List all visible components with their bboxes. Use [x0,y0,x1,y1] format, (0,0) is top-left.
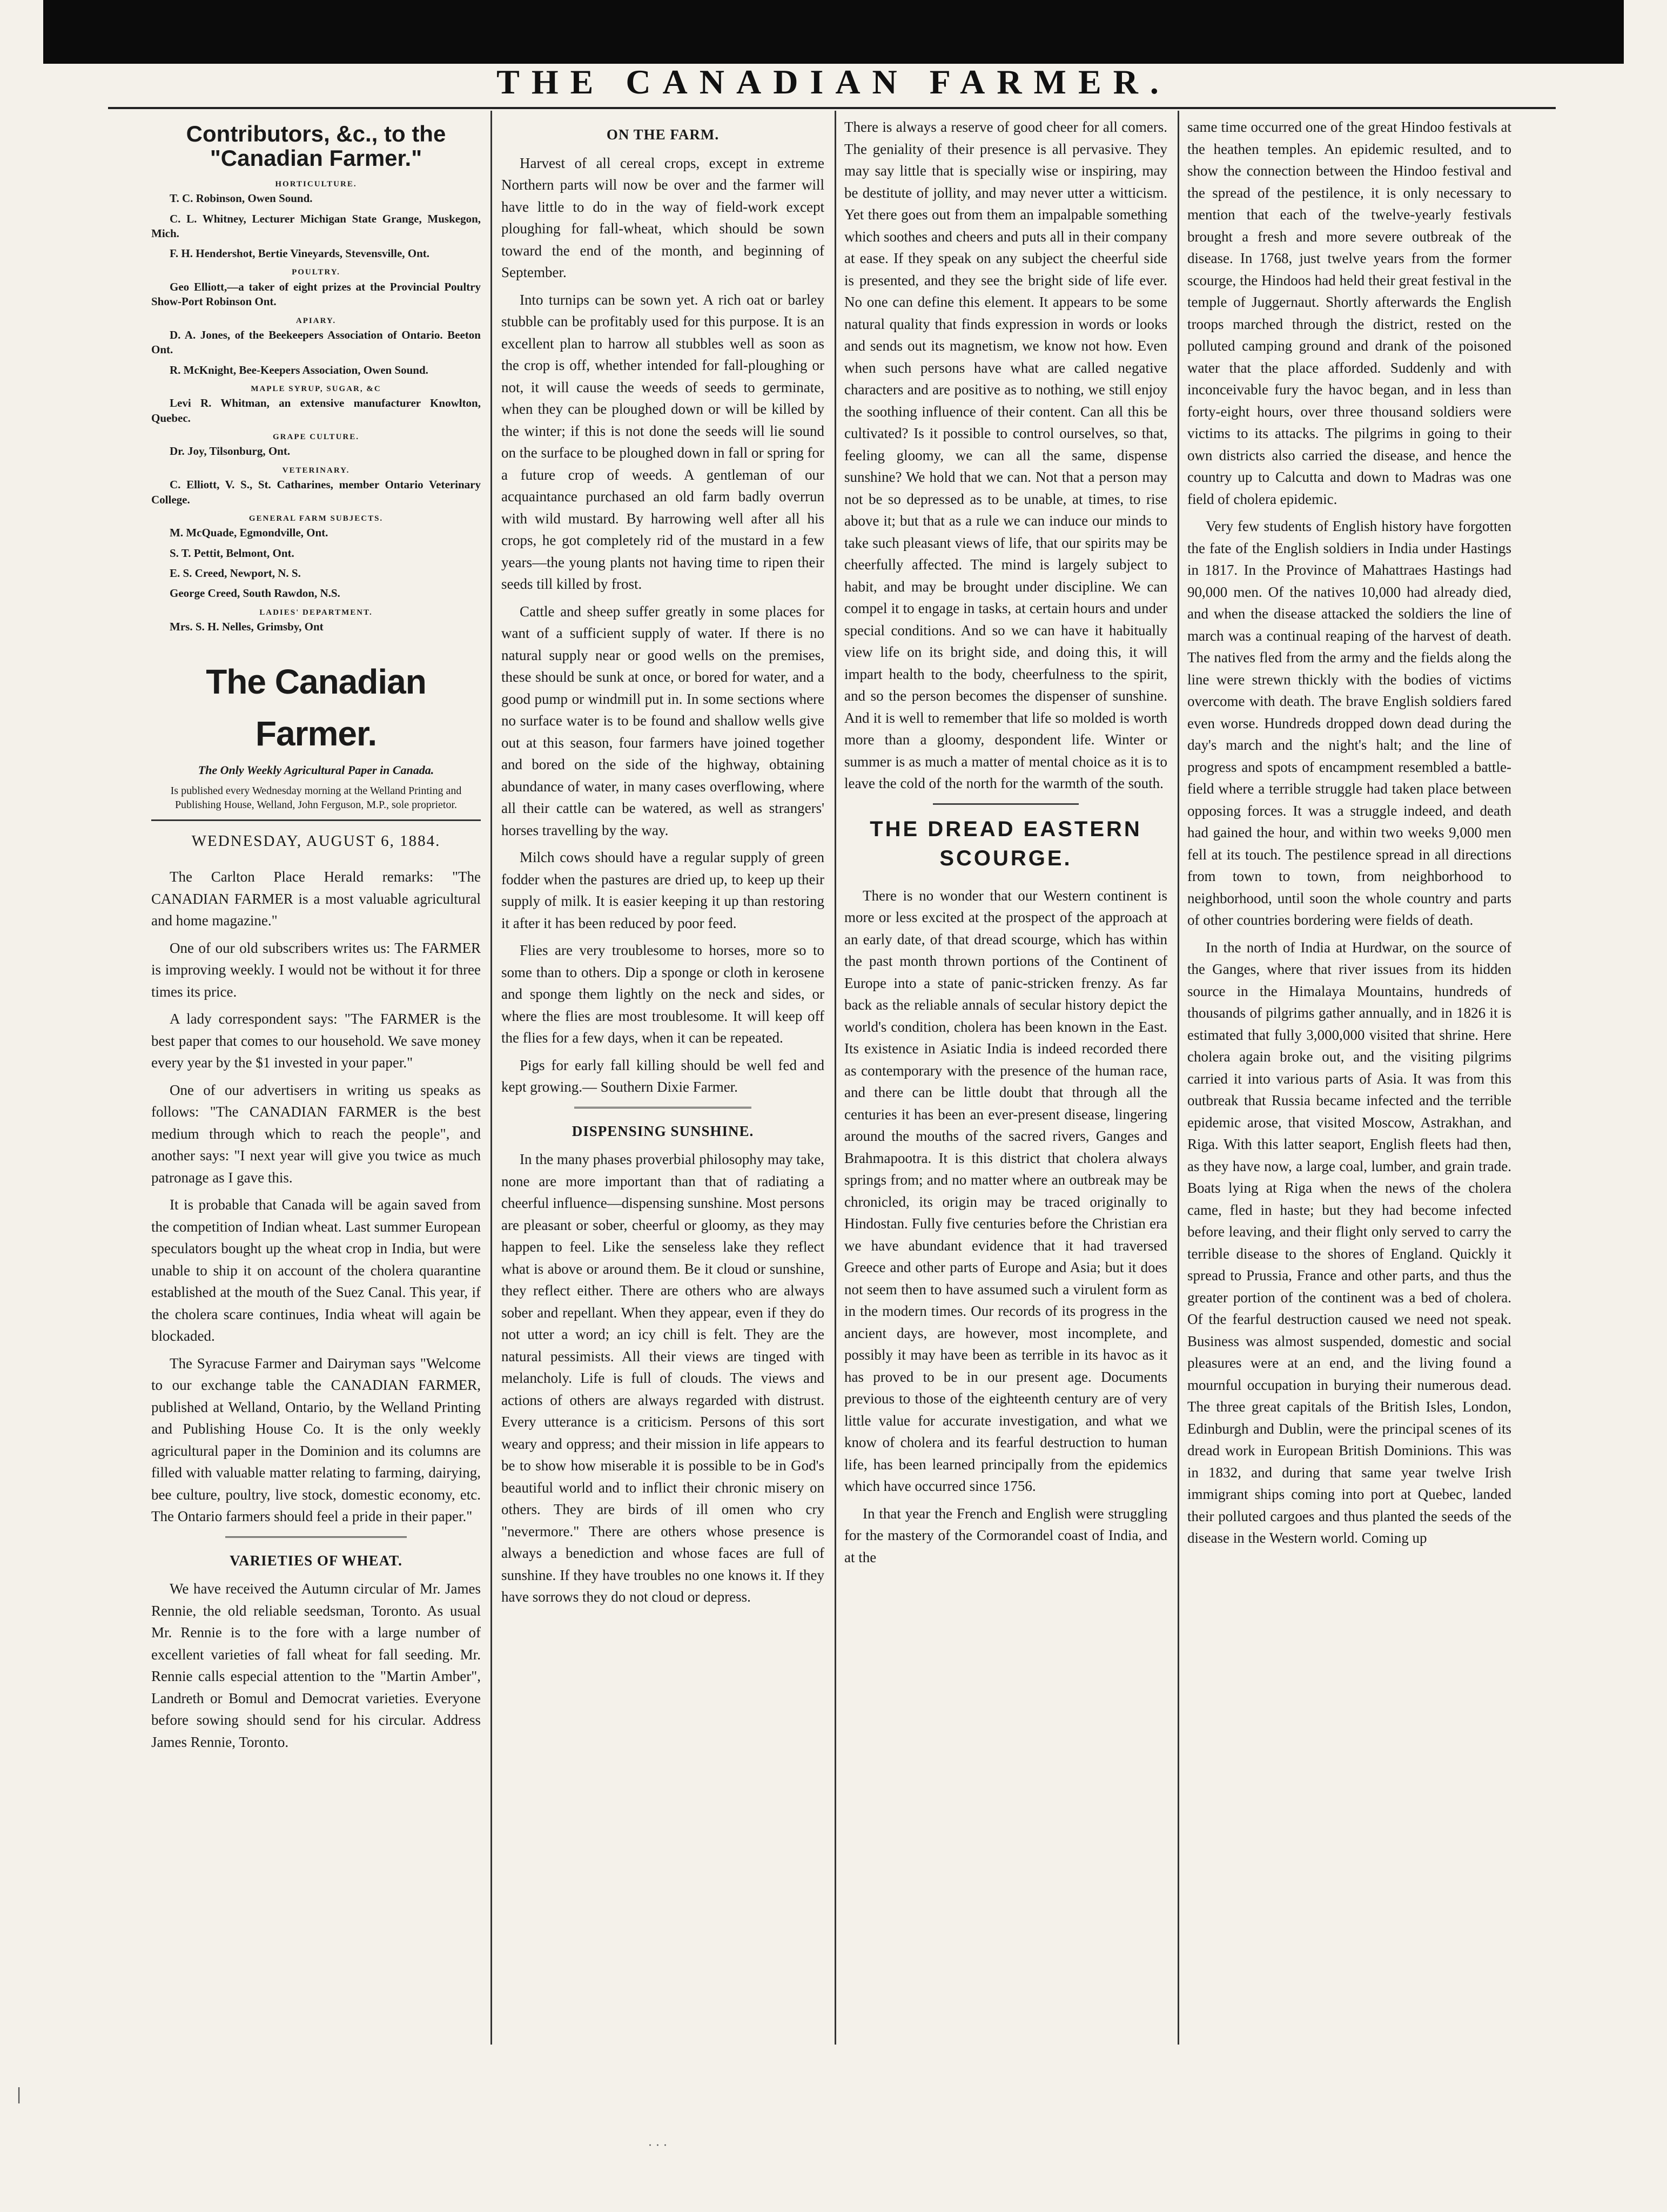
paragraph: We have received the Autumn circular of Mr. James Rennie, the old reliable seedsman, Toronto. As usual Mr. Rennie is to the fore with a large number of excellent varieties of fall wheat for fall seeding. Mr. Rennie calls especial attention to the "Martin Amber", Landreth or Bomul and Democrat varieties. Everyone before sowing should send for his circular. Address James Rennie, Toronto. [151,1581,481,1750]
paragraph: One of our advertisers in writing us speaks as follows: "The CANADIAN FARMER is the best medium through which to reach the people", and another says: "I next year will give you twice as much patronage as I gave this. [151,1081,481,1186]
contributor: D. A. Jones, of the Beekeepers Association of Ontario. Beeton Ont. [151,328,481,357]
section-heading: LADIES' DEPARTMENT. [259,608,373,617]
paper-subtitle: The Only Weekly Agricultural Paper in Canada. [198,763,434,777]
paragraph: The Carlton Place Herald remarks: "The CANADIAN FARMER is a most valuable agricultural and home magazine." [151,869,481,929]
paragraph: One of our old subscribers writes us: The FARMER is improving weekly. I would not be without it for three times its price. [151,939,481,1000]
paragraph: In the many phases proverbial philosophy may take, none are more important than that of radiating a cheerful influence—dispensing sunshine. Most persons are pleasant or sober, cheerful or gloomy, as they may happen to feel. Like the senseless lake they reflect what is above or around them. Be it cloud or sunshine, they reflect either. There are others who are always sober and repellant. When they appear, even if they do not utter a word; an icy chill is felt. They are the natural pessimists. All their views are tinged with melancholy. Life is full of clouds. The views and actions of others are always regarded with distrust. Every utterance is a criticism. Persons of this sort weary and oppress; and their mission in life appears to be to show how miserable it is possible to be in God's beautiful world and to inflict their chronic misery on others. They are birds of ill omen who cry "nevermore." There are others whose presence is always a benediction and whose faces are full of sunshine. If they have troubles no one knows it. If they have sorrows they do not cloud or depress. [501,1151,824,1605]
paragraph: Pigs for early fall killing should be well fed and kept growing.— Southern Dixie Farmer. [501,1057,824,1095]
divider [574,1107,752,1112]
contributors-list [151,178,481,635]
column-4 [1187,116,1511,2028]
article-heading: ON THE FARM. [606,126,720,143]
contributor: C. L. Whitney, Lecturer Michigan State Grange, Muskegon, Mich. [151,212,481,240]
article-heading: DISPENSING SUNSHINE. [572,1122,754,1139]
divider [933,803,1078,805]
paragraph: In that year the French and English were struggling for the mastery of the Cormorandel coast of India, and at the [844,1505,1167,1565]
paragraph: There is always a reserve of good cheer for all comers. The geniality of their presence is all pervasive. They may say little that is specially wise or inspiring, may be destitute of jollity, and may never utter a witticism. Yet there goes out from them an impalpable something which soothes and cheers and puts all in their company at ease. If they speak on any subject the cheerful side is presented, and they see the bright side of life ever. No one can define this element. It appears to be some natural quality that finds expression in words or looks and sends out its magnetism, we know not how. Even when such persons have what are called negative characters and are positive as to nothing, we still enjoy the soothing influence of their content. Can all this be cultivated? Is it possible to control ourselves, so that, feeling gloomy, we can all the same, dispense sunshine? We hold that we can. Not that a person may not be so depressed as to be unable, at times, to rise above it; but that as a rule we can induce our minds to take such pleasant views of life, that our spirits may be cheerfully affected. The mind is largely subject to habit, and may be brought under discipline. We can compel it to engage in tasks, at certain hours and under special conditions. And so we can have it habitually view life on its bright side, and doing this, it will impart health to the body, cheerfulness to the spirit, and so the person becomes the dispenser of sunshine. And it is well to remember that life so molded is worth more than a gloomy, despondent life. Winter or summer is as much a matter of mental choice as it is to leave the cold of the north for the warmth of the south. [844,119,1167,791]
contributor: M. McQuade, Egmondville, Ont. [170,526,328,540]
paper-title: The Canadian Farmer. [206,662,426,754]
paragraph: Flies are very troublesome to horses, more so to some than to others. Dip a sponge or cloth in kerosene and sponge them lightly on the neck and sides, or where the flies are most troublesome. It will keep off the flies for a few days, when it can be repeated. [501,942,824,1046]
column-divider [1178,111,1179,2045]
section-heading: VETERINARY. [282,466,350,475]
paragraph: In the north of India at Hurdwar, on the source of the Ganges, where that river issues from its hidden source in the Himalaya Mountains, hundreds of thousands of pilgrims gather annually, and in 1826 it is estimated that fully 3,000,000 visited that shrine. Here cholera again broke out, and the visiting pilgrims carried it into various parts of Asia. It was from this outbreak that Russia became infected and the terrible epidemic arose, that visited Moscow, Astrakhan, and Riga. With this latter seaport, English fleets had then, as they have now, a large coal, lumber, and grain trade. Boats lying at Riga when the news of the cholera came, fled in haste; but they had become infected before leaving, and their flight only served to carry the terrible disease to the shores of England. Quickly it spread to Prussia, France and other parts, and thus the greater portion of the continent was a bed of cholera. Of the fearful destruction caused we need not speak. Business was almost suspended, domestic and social pleasures were at an end, and the living found a mournful occupation in burying their numerous dead. The three great capitals of the British Isles, London, Edinburgh and Dublin, were the principal scenes of its dread work in European British Dominions. This was in 1832, and during that same year twelve Irish immigrant ships coming into port at Quebec, landed their polluted cargoes and thus planted the seeds of the disease in the Western world. Coming up [1187,939,1511,1546]
top-black-bar [43,0,1624,64]
paragraph: It is probable that Canada will be again saved from the competition of Indian wheat. Last summer European speculators bought up the wheat crop in India, but were unable to ship it on account of the cholera quarantine established at the mouth of the Suez Canal. This year, if the cholera scare continues, India wheat will again be blockaded. [151,1196,481,1344]
contributor: C. Elliott, V. S., St. Catharines, member Ontario Veterinary College. [151,478,481,506]
section-heading: MAPLE SYRUP, SUGAR, &C [251,384,381,393]
column-1 [151,116,481,2028]
paragraph: Milch cows should have a regular supply of green fodder when the pastures are dried up, to keep up their supply of milk. It is easier keeping it up than restoring it after it has been reduced by poor feed. [501,849,824,931]
masthead-rule [108,107,1556,109]
dateline: WEDNESDAY, AUGUST 6, 1884. [191,832,441,850]
paragraph: There is no wonder that our Western continent is more or less excited at the prospect of the approach at an early date, of that dread scourge, which has within the past month thrown portions of the Continent of Europe into a state of panic-stricken frenzy. As far back as the reliable annals of secular history depict the world's condition, cholera has been known in the East. Its existence in Asiatic India is indeed recorded there as contemporary with the presence of the human race, and there can be little doubt that through all the centuries it has been an ever-present disease, lingering around the mouths of the sacred rivers, Ganges and Brahmapootra. It is this district that cholera always springs from; and no matter where an outbreak may be chronicled, its origin may be traced originally to Hindostan. Fully five centuries before the Christian era we have abundant evidence that it had traversed Greece and other parts of Europe and Asia; but it does not seem then to have assumed such a virulent form as in the modern times. Our records of its progress in the ancient days, are however, most incomplete, and possibly it may have been as terrible in its havoc as it has proved to be in our present age. Documents previous to those of the eighteenth century are of very little value for accurate investigation, and what we know of cholera and its fearful destruction to human life, has been learned principally from the epidemics which have occurred since 1756. [844,887,1167,1494]
paragraph: same time occurred one of the great Hindoo festivals at the heathen temples. An epidemic resulted, and to show the connection between the Hindoo festival and the spread of the pestilence, it is only necessary to mention that each of the twelve-yearly festivals brought a fresh and more severe outbreak of the disease. In 1768, just twelve years from the former scourge, the Hindoos had held their great festival in the temple of Juggernaut. Shortly afterwards the English troops marched through the district, rested on the polluted camping ground and drank of the poisoned water that the place afforded. Suddenly and with inconceivable fury the havoc began, and in less than forty-eight hours, over three thousand soldiers were victims to its attacks. The pilgrims in going to their own districts also carried the disease, and hence the country up to Calcutta and down to Madras was one field of cholera epidemic. [1187,119,1511,507]
section-heading: GENERAL FARM SUBJECTS. [248,514,384,523]
article-heading: THE DREAD EASTERN SCOURGE. [870,817,1142,870]
divider [225,1536,407,1541]
contributor: Geo Elliott,—a taker of eight prizes at the Provincial Poultry Show-Port Robinson Ont. [151,280,481,308]
column-2 [501,116,824,2028]
publisher-note: Is published every Wednesday morning at the Welland Printing and Publishing House, Welland, John Ferguson, M.P., sole proprietor. [170,784,462,811]
contributor: R. McKnight, Bee-Keepers Association, Owen Sound. [170,363,428,376]
paragraph: Into turnips can be sown yet. A rich oat or barley stubble can be profitably used for this purpose. It is an excellent plan to harrow all stubbles well as soon as the crop is off, whether intended for fall-ploughing or not, it will cause the weeds of seeds to germinate, when they can be ploughed down or will be killed by the winter; if this is not done the seeds will lie sound on the surface to be ploughed down in fall or spring for a future crop of weeds. A gentleman of our acquaintance purchased an old farm badly overrun with wild mustard. By harrowing well after all his crops, he got completely rid of the mustard in a few years—the young plants not having time to ripen their seeds till killed by frost. [501,291,824,592]
section-heading: HORTICULTURE. [275,179,357,189]
paragraph: Very few students of English history have forgotten the fate of the English soldiers in India under Hastings in 1817. In the Province of Mahattraes Hastings had 90,000 men. Of the natives 10,000 had already died, and when the disease attacked the soldiers the line of march was a continual reaping of the harvest of death. The natives fled from the army and the fields along the line were strewn thickly with the bodies of victims overcome with death. The brave English soldiers fared even worse. Hundreds dropped down dead during the day's march and the night's halt; and the line of progress and spots of encampment resembled a battle-field where a terrible struggle had taken place between opposing forces. It was a struggle indeed, and death had gained the hour, and within two weeks 9,000 men fell at its touch. The pestilence spread in all directions from town to town, from neighborhood to neighborhood, until soon the whole country and parts of other countries bordering were fields of death. [1187,518,1511,928]
margin-mark: · · · [648,2139,667,2153]
section-heading: POULTRY. [292,268,340,277]
column-divider [490,111,492,2045]
contributor: Mrs. S. H. Nelles, Grimsby, Ont [170,620,324,634]
contributor: Levi R. Whitman, an extensive manufacturer Knowlton, Quebec. [151,396,481,425]
paragraph: The Syracuse Farmer and Dairyman says "Welcome to our exchange table the CANADIAN FARMER, published at Welland, Ontario, by the Welland Printing and Publishing House Co. It is the only weekly agricultural paper in the Dominion and its columns are filled with valuable matter relating to farming, dairying, bee culture, poultry, live stock, domestic economy, etc. The Ontario farmers should feel a pride in their paper." [151,1355,481,1525]
contributors-title: Contributors, &c., to the "Canadian Farmer." [186,121,446,171]
section-heading: APIARY. [295,316,337,325]
masthead: THE CANADIAN FARMER. [496,63,1171,101]
contributor: S. T. Pettit, Belmont, Ont. [170,546,294,560]
contributor: E. S. Creed, Newport, N. S. [170,566,301,580]
contributor: Dr. Joy, Tilsonburg, Ont. [170,445,291,458]
section-heading: GRAPE CULTURE. [273,432,359,441]
paragraph: A lady correspondent says: "The FARMER is the best paper that comes to our household. We save money every year by the $1 invested in your paper." [151,1011,481,1071]
contributor: F. H. Hendershot, Bertie Vineyards, Stevensville, Ont. [170,247,430,260]
paragraph: Cattle and sheep suffer greatly in some places for want of a sufficient supply of water. If there is no natural supply near or good wells on the premises, these should be sunk at once, or bored for water, and a good pump or windmill put in. In some sections where no surface water is to be found and shallow wells give out at this season, four farmers have joined together and bored on the side of the highway, obtaining abundance of water, in many cases overflowing, where all their cattle can be watered, as well as strangers' horses travelling by the way. [501,603,824,838]
article-heading: VARIETIES OF WHEAT. [230,1552,402,1569]
margin-mark: | [16,2085,22,2104]
paragraph: Harvest of all cereal crops, except in extreme Northern parts will now be over and the farmer will have little to do in the way of field-work except ploughing for fall-wheat, which should be sown toward the end of the month, and beginning of September. [501,154,824,280]
divider [151,819,481,821]
column-3 [844,116,1167,2028]
contributor: George Creed, South Rawdon, N.S. [170,587,340,600]
contributor: T. C. Robinson, Owen Sound. [170,192,313,205]
column-divider [835,111,836,2045]
